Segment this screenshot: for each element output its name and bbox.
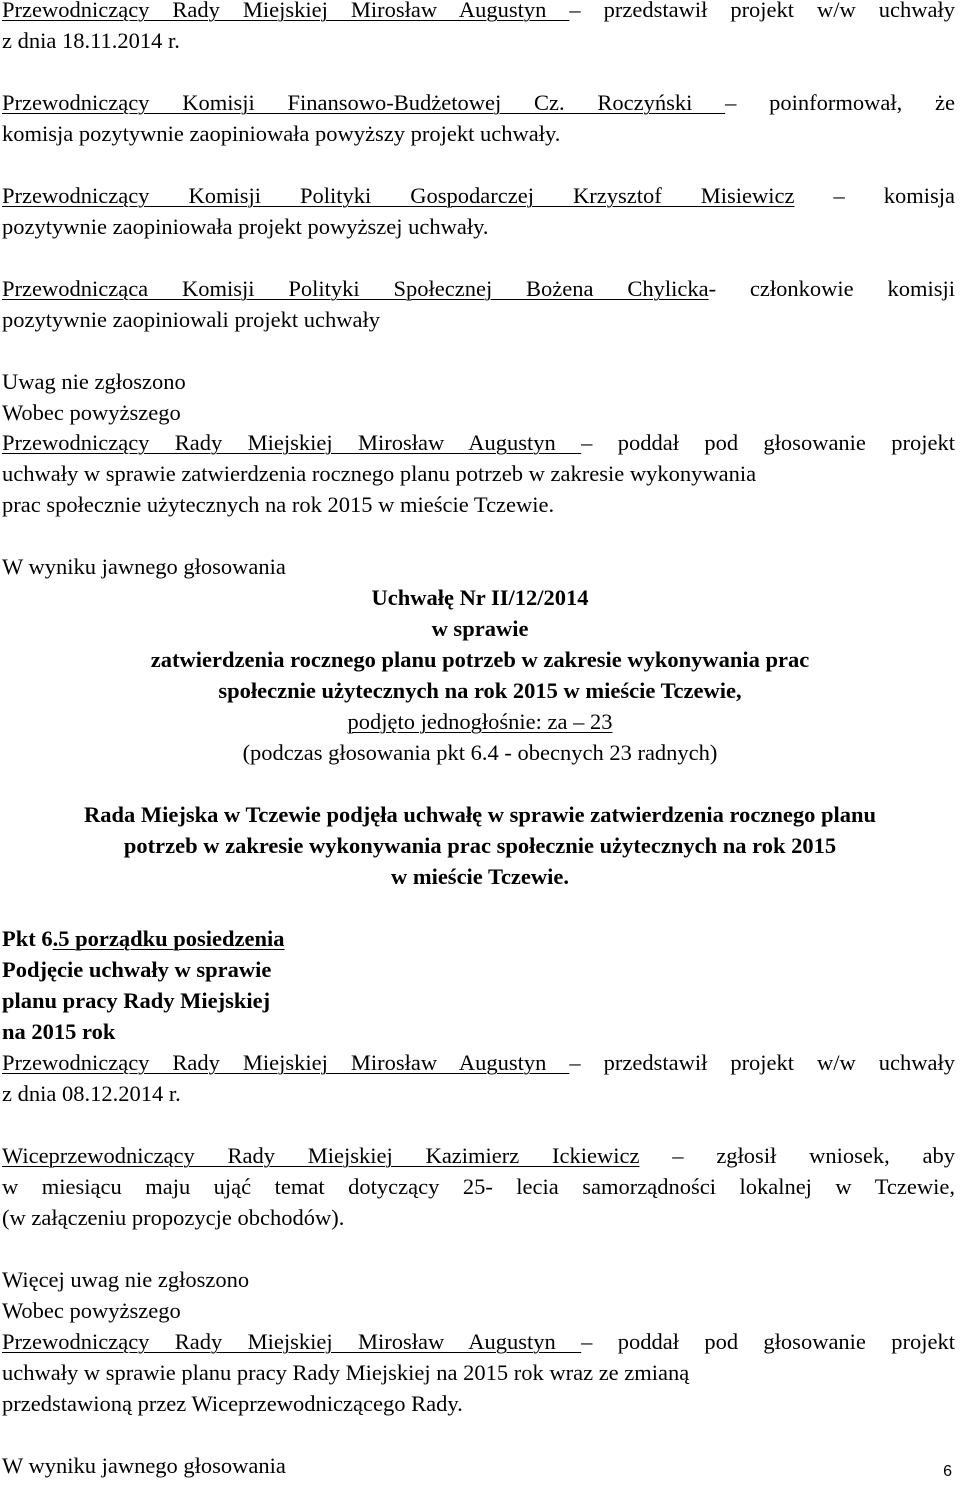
vote-result: podjęto jednogłośnie: za – 23 (347, 709, 613, 734)
agenda-item-title: Podjęcie uchwały w sprawie (2, 957, 272, 982)
speaker-name: Przewodnicząca Komisji Polityki Społecznej Bożena Chylicka (2, 276, 709, 301)
agenda-item-title: planu pracy Rady Miejskiej (2, 988, 271, 1013)
agenda-item-heading: Pkt 6.5 porządku posiedzenia (2, 926, 285, 951)
decision-line: w mieście Tczewie. (390, 864, 570, 889)
paragraph-line: (w załączeniu propozycje obchodów). (2, 1205, 345, 1230)
resolution-subject: społecznie użytecznych na rok 2015 w mieście Tczewie, (218, 678, 742, 703)
decision-line: Rada Miejska w Tczewie podjęła uchwałę w sprawie zatwierdzenia rocznego planu (83, 802, 877, 827)
speaker-name: Przewodniczący Komisji Finansowo-Budżetowej Cz. Roczyński (2, 90, 726, 115)
paragraph-line: Przewodniczący Rady Miejskiej Mirosław Augustyn – przedstawił projekt w/w uchwały (2, 0, 955, 25)
vote-intro: W wyniku jawnego głosowania (2, 554, 286, 579)
agenda-item-title: na 2015 rok (2, 1019, 116, 1044)
decision-line: potrzeb w zakresie wykonywania prac społecznie użytecznych na rok 2015 (123, 833, 837, 858)
paragraph-line: komisja pozytywnie zaopiniowała powyższy projekt uchwały. (2, 121, 561, 146)
speaker-name: Przewodniczący Komisji Polityki Gospodarczej Krzysztof Misiewicz (2, 183, 795, 208)
page-number: 6 (943, 1463, 952, 1480)
paragraph-line: prac społecznie użytecznych na rok 2015 w mieście Tczewie. (2, 492, 555, 517)
paragraph-line: przedstawioną przez Wiceprzewodniczącego Rady. (2, 1391, 463, 1416)
paragraph-line: Przewodniczący Komisji Finansowo-Budżetowej Cz. Roczyński – poinformował, że (2, 90, 955, 115)
resolution-subtitle: w sprawie (431, 616, 529, 641)
paragraph-line: z dnia 08.12.2014 r. (2, 1081, 181, 1106)
paragraph-line: w miesiącu maju ująć temat dotyczący 25- lecia samorządności lokalnej w Tczewie, (2, 1174, 955, 1199)
paragraph-line: Przewodniczący Rady Miejskiej Mirosław Augustyn – poddał pod głosowanie projekt (2, 1329, 955, 1354)
speaker-name: Wiceprzewodniczący Rady Miejskiej Kazimierz Ickiewicz (2, 1143, 640, 1168)
resolution-subject: zatwierdzenia rocznego planu potrzeb w zakresie wykonywania prac (150, 647, 810, 672)
paragraph-line: pozytywnie zaopiniowali projekt uchwały (2, 307, 381, 332)
paragraph-line: Przewodnicząca Komisji Polityki Społecznej Bożena Chylicka- członkowie komisji (2, 276, 956, 301)
paragraph-line: W wyniku jawnego głosowania (2, 1453, 286, 1478)
paragraph-line: pozytywnie zaopiniowała projekt powyższej uchwały. (2, 214, 489, 239)
vote-note: (podczas głosowania pkt 6.4 - obecnych 23 radnych) (242, 740, 718, 765)
paragraph-line: Przewodniczący Rady Miejskiej Mirosław Augustyn – przedstawił projekt w/w uchwały (2, 1050, 955, 1075)
paragraph-line: Wobec powyższego (2, 1298, 181, 1323)
resolution-title: Uchwałę Nr II/12/2014 (371, 585, 589, 610)
paragraph-line: Uwag nie zgłoszono (2, 369, 186, 394)
paragraph-line: Więcej uwag nie zgłoszono (2, 1267, 250, 1292)
speaker-name: Przewodniczący Rady Miejskiej Mirosław Augustyn (2, 0, 570, 22)
paragraph-line: z dnia 18.11.2014 r. (2, 28, 180, 53)
paragraph-line: Przewodniczący Rady Miejskiej Mirosław Augustyn – poddał pod głosowanie projekt (2, 430, 955, 455)
speaker-name: Przewodniczący Rady Miejskiej Mirosław Augustyn (2, 1329, 582, 1354)
paragraph-line: uchwały w sprawie zatwierdzenia rocznego planu potrzeb w zakresie wykonywania (2, 461, 757, 486)
speaker-name: Przewodniczący Rady Miejskiej Mirosław Augustyn (2, 1050, 570, 1075)
speaker-name: Przewodniczący Rady Miejskiej Mirosław Augustyn (2, 430, 582, 455)
paragraph-line: uchwały w sprawie planu pracy Rady Miejskiej na 2015 rok wraz ze zmianą (2, 1360, 690, 1385)
paragraph-line: Wiceprzewodniczący Rady Miejskiej Kazimierz Ickiewicz – zgłosił wniosek, aby (2, 1143, 955, 1168)
paragraph-line: Wobec powyższego (2, 400, 181, 425)
paragraph-line: Przewodniczący Komisji Polityki Gospodarczej Krzysztof Misiewicz – komisja (2, 183, 955, 208)
